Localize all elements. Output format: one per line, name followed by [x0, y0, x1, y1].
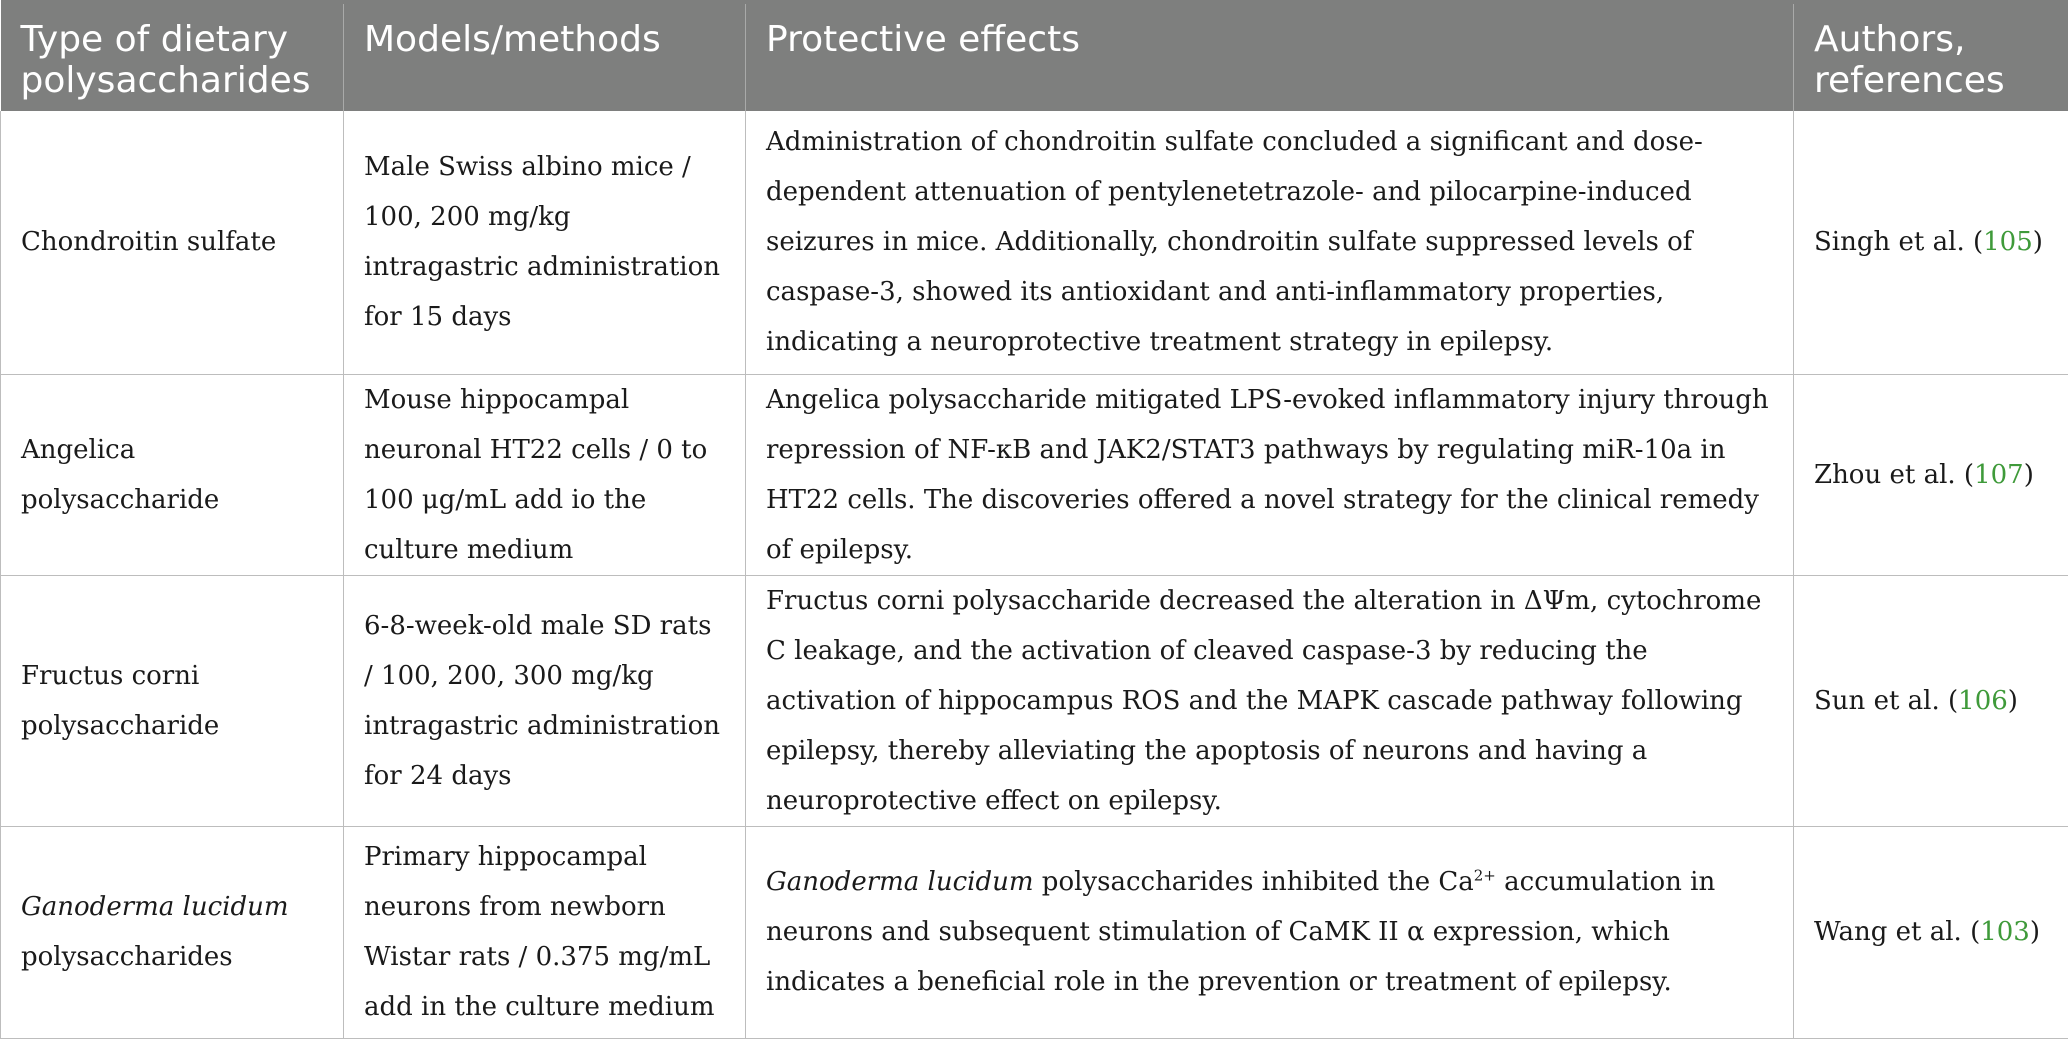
cell-author	[1794, 575, 2068, 826]
cell-models: Male Swiss albino mice / 100, 200 mg/kg intragastric administration for 15 days	[344, 111, 746, 374]
reference-link[interactable]: 107	[1974, 460, 2024, 490]
cell-effects: Fructus corni polysaccharide decreased the alteration in ΔΨm, cytochrome C leakage, and the activation of cleaved caspase-3 by reducing the activation of hippocampus ROS and the MAPK cascade pathway following epilepsy, thereby alleviating the apoptosis of neurons and having a neuroprotective effect on epilepsy.	[746, 575, 1794, 826]
cell-models: 6-8-week-old male SD rats / 100, 200, 300 mg/kg intragastric administration for 24 days	[344, 575, 746, 826]
author-text: Wang et al. (	[1814, 917, 1980, 947]
cell-type	[1, 826, 344, 1038]
type-italic: Ganoderma lucidum	[21, 892, 289, 922]
reference-link[interactable]: 103	[1980, 917, 2030, 947]
effects-part2: accumulation in neurons and subsequent stimulation of CaMK II α expression, which indicates a beneficial role in the prevention or treatment of epilepsy.	[766, 867, 1715, 997]
header-effects: Protective effects	[746, 2, 1794, 111]
cell-type: Fructus corni polysaccharide	[1, 575, 344, 826]
reference-link[interactable]: 105	[1983, 227, 2033, 257]
author-text: Singh et al. (	[1814, 227, 1983, 257]
header-type: Type of dietary polysaccharides	[1, 2, 344, 111]
table-body	[1, 111, 2068, 1038]
cell-models: Mouse hippocampal neuronal HT22 cells / 0 to 100 μg/mL add io the culture medium	[344, 374, 746, 575]
cell-models: Primary hippocampal neurons from newborn Wistar rats / 0.375 mg/mL add in the culture medium	[344, 826, 746, 1038]
cell-effects	[746, 826, 1794, 1038]
effects-superscript: 2+	[1474, 866, 1496, 884]
header-row	[1, 2, 2068, 111]
cell-effects: Angelica polysaccharide mitigated LPS-evoked inflammatory injury through repression of NF-κB and JAK2/STAT3 pathways by regulating miR-10a in HT22 cells. The discoveries offered a novel strategy for the clinical remedy of epilepsy.	[746, 374, 1794, 575]
author-text: Sun et al. (	[1814, 686, 1958, 716]
type-rest: polysaccharides	[21, 942, 233, 972]
cell-author	[1794, 111, 2068, 374]
effects-italic: Ganoderma lucidum	[766, 867, 1034, 897]
table-row	[1, 826, 2068, 1038]
cell-author	[1794, 374, 2068, 575]
cell-type: Chondroitin sulfate	[1, 111, 344, 374]
cell-type: Angelica polysaccharide	[1, 374, 344, 575]
table-header	[1, 2, 2068, 111]
author-text: Zhou et al. (	[1814, 460, 1974, 490]
cell-effects: Administration of chondroitin sulfate concluded a significant and dose-dependent attenuation of pentylenetetrazole- and pilocarpine-induced seizures in mice. Additionally, chondroitin sulfate suppressed levels of caspase-3, showed its antioxidant and anti-inflammatory properties, indicating a neuroprotective treatment strategy in epilepsy.	[746, 111, 1794, 374]
cell-author	[1794, 826, 2068, 1038]
author-close: )	[2024, 460, 2034, 490]
author-close: )	[2008, 686, 2018, 716]
table-row	[1, 111, 2068, 374]
effects-part1: polysaccharides inhibited the Ca	[1034, 867, 1474, 897]
reference-link[interactable]: 106	[1958, 686, 2008, 716]
table-row	[1, 575, 2068, 826]
author-close: )	[2030, 917, 2040, 947]
author-close: )	[2033, 227, 2043, 257]
table-row	[1, 374, 2068, 575]
header-authors: Authors, references	[1794, 2, 2068, 111]
header-models: Models/methods	[344, 2, 746, 111]
